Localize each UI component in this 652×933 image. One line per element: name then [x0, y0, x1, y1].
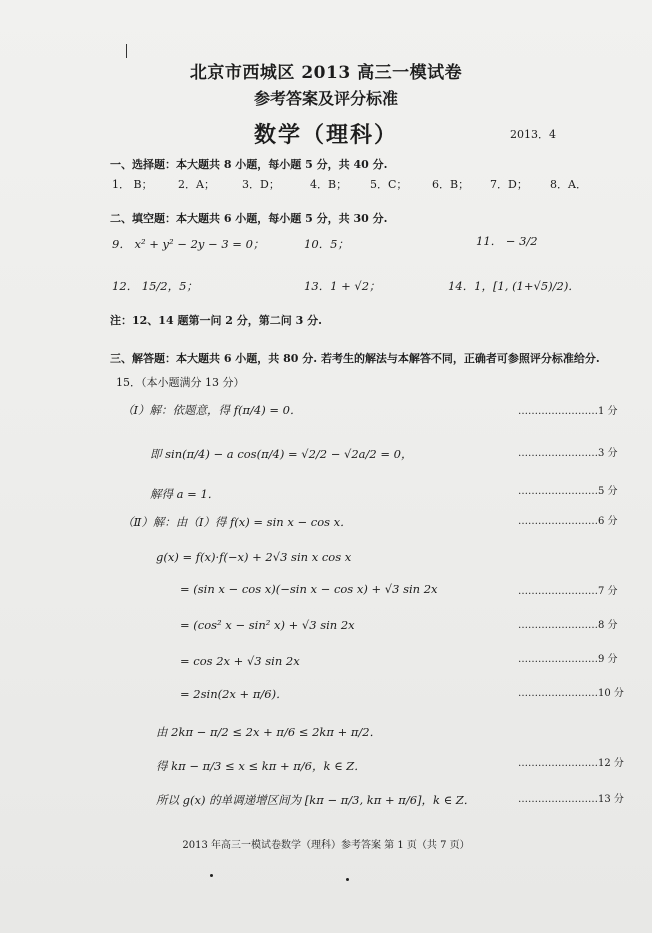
- score-marker: ……………………3 分: [518, 448, 618, 459]
- answer-12: 12． 15/2，5；: [112, 279, 198, 293]
- solution-line: = (cos² x − sin² x) + √3 sin 2x: [180, 618, 355, 632]
- title-line-2: 参考答案及评分标准: [253, 89, 398, 108]
- solution-line: = (sin x − cos x)(−sin x − cos x) + √3 sin 2x: [180, 582, 438, 596]
- scan-mark: [126, 44, 127, 58]
- solution-line: 解得 a = 1．: [150, 487, 220, 501]
- solution-line: （Ⅰ）解：依题意，得 f(π/4) = 0．: [122, 403, 302, 417]
- solution-line: （Ⅱ）解：由（Ⅰ）得 f(x) = sin x − cos x．: [122, 515, 352, 529]
- score-marker: ……………………7 分: [518, 586, 618, 597]
- solution-line: 所以 g(x) 的单调递增区间为 [kπ − π/3, kπ + π/6]，k ∈ Z．: [156, 793, 476, 807]
- answer-10: 10．5；: [304, 237, 349, 251]
- answer-7: 7．D；: [490, 178, 528, 191]
- section2-heading: 二、填空题：本大题共 6 小题，每小题 5 分，共 30 分.: [110, 212, 388, 225]
- answer-11: 11． − 3/2: [476, 234, 538, 248]
- solution-line: 由 2kπ − π/2 ≤ 2x + π/6 ≤ 2kπ + π/2．: [156, 725, 382, 739]
- scan-speck: [210, 874, 213, 877]
- question-15-title: 15．（本小题满分 13 分）: [116, 376, 245, 389]
- answer-1: 1． B；: [112, 178, 153, 191]
- answer-9: 9． x² + y² − 2y − 3 = 0；: [112, 237, 265, 251]
- solution-line: g(x) = f(x)·f(−x) + 2√3 sin x cos x: [156, 550, 352, 564]
- section2-note: 注：12、14 题第一问 2 分，第二问 3 分.: [110, 314, 322, 327]
- answer-3: 3．D；: [242, 178, 280, 191]
- section3-heading: 三、解答题：本大题共 6 小题，共 80 分. 若考生的解法与本解答不同，正确者可参照评分标准给分.: [110, 352, 600, 365]
- score-marker: ……………………8 分: [518, 620, 618, 631]
- answer-5: 5．C；: [370, 178, 408, 191]
- page-footer: 2013 年高三一模试卷数学（理科）参考答案 第 1 页（共 7 页）: [182, 840, 470, 851]
- subject-title: 数学（理科）: [253, 122, 398, 148]
- answer-13: 13．1 + √2；: [304, 279, 381, 293]
- solution-line: = cos 2x + √3 sin 2x: [180, 654, 300, 668]
- score-marker: ……………………12 分: [518, 758, 624, 769]
- score-marker: ……………………9 分: [518, 654, 618, 665]
- solution-line: 即 sin(π/4) − a cos(π/4) = √2/2 − √2a/2 = 0，: [150, 447, 413, 461]
- score-marker: ……………………13 分: [518, 794, 624, 805]
- score-marker: ……………………6 分: [518, 516, 618, 527]
- answer-6: 6．B；: [432, 178, 470, 191]
- exam-date: 2013．4: [510, 128, 556, 141]
- scan-speck: [346, 878, 349, 881]
- title-line-1: 北京市西城区 2013 高三一模试卷: [189, 63, 463, 83]
- solution-line: 得 kπ − π/3 ≤ x ≤ kπ + π/6，k ∈ Z．: [156, 759, 366, 773]
- answer-2: 2．A；: [178, 178, 215, 191]
- answer-14: 14．1，[1, (1+√5)/2)．: [448, 279, 580, 293]
- section1-heading: 一、选择题：本大题共 8 小题，每小题 5 分，共 40 分.: [110, 158, 388, 171]
- score-marker: ……………………10 分: [518, 688, 624, 699]
- solution-line: = 2sin(2x + π/6)．: [180, 687, 288, 701]
- score-marker: ……………………5 分: [518, 486, 618, 497]
- score-marker: ……………………1 分: [518, 406, 618, 417]
- answer-8: 8．A．: [550, 178, 587, 191]
- answer-4: 4．B；: [310, 178, 348, 191]
